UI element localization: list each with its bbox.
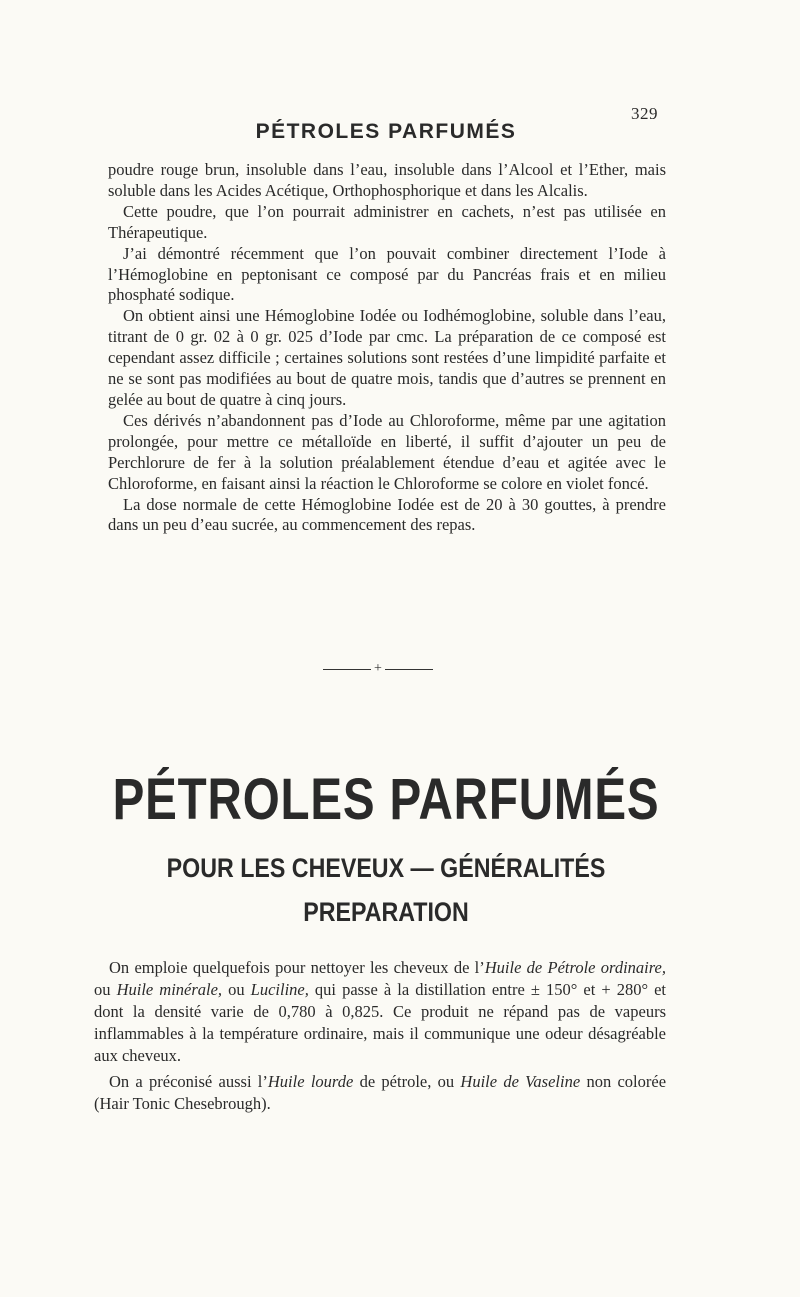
italic-term: Luciline, <box>250 980 309 999</box>
text-run: qui passe à la distillation entre ± 150° et + 280° et dont la densité varie de 0,780 à 0,825. Ce produit ne répand pas de vapeurs inflammables à la température ordinaire, mais il communique une odeur désagréable aux cheveux. <box>94 980 667 1065</box>
body-text <box>108 160 666 536</box>
paragraph <box>94 957 666 1067</box>
section-subtitle: POUR LES CHEVEUX — GÉNÉRALITÉS <box>166 853 606 883</box>
paragraph: poudre rouge brun, insoluble dans l’eau, insoluble dans l’Alcool et l’Ether, mais soluble dans les Acides Acétique, Orthophosphorique et dans les Alcalis. <box>108 160 666 200</box>
paragraph: On obtient ainsi une Hémoglobine Iodée ou Iodhémoglobine, soluble dans l’eau, titrant de 0 gr. 02 à 0 gr. 025 d’Iode par cmc. La préparation de ce composé est cependant assez difficile ; certaines solutions sont restées d’une limpidité parfaite et ne se sont pas modifiées au bout de quatre mois, tandis que d’autres se prennent en gelée au bout de quatre à cinq jours. <box>108 306 666 409</box>
paragraph <box>94 1071 666 1115</box>
section-title: PÉTROLES PARFUMÉS <box>112 767 660 832</box>
paragraph: Ces dérivés n’abandonnent pas d’Iode au Chloroforme, même par une agitation prolongée, pour mettre ce métalloïde en liberté, il suffit d’ajouter un peu de Perchlorure de fer à la solution préalablement étendue d’eau et agitée avec le Chloroforme, en faisant ainsi la réaction le Chloroforme se colore en violet foncé. <box>108 410 666 493</box>
text-run: ou <box>222 980 251 999</box>
text-run: de pétrole, ou <box>353 1072 461 1091</box>
section-subtitle-preparation: PREPARATION <box>303 897 469 927</box>
text-run: On emploie quelquefois pour nettoyer les cheveux de l’ <box>109 958 485 977</box>
separator-mark: + <box>374 661 382 676</box>
text-run: non colorée (Hair Tonic Chesebrough). <box>94 1072 667 1113</box>
paragraph: La dose normale de cette Hémoglobine Iodée est de 20 à 30 gouttes, à prendre dans un peu d’eau sucrée, au commencement des repas. <box>108 494 666 535</box>
page-number: 329 <box>631 104 658 123</box>
running-header: PÉTROLES PARFUMÉS <box>255 120 517 143</box>
section-text <box>94 957 666 1119</box>
separator-line <box>323 669 371 670</box>
section-separator <box>323 660 433 680</box>
italic-term: Huile minérale, <box>116 980 223 999</box>
separator-line <box>385 669 433 670</box>
text-run: On a préconisé aussi l’ <box>109 1072 268 1091</box>
paragraph: J’ai démontré récemment que l’on pouvait combiner directement l’Iode à l’Hémoglobine en peptonisant ce composé par du Pancréas frais et en milieu phosphaté sodique. <box>108 243 666 305</box>
paragraph: Cette poudre, que l’on pourrait administrer en cachets, n’est pas utilisée en Thérapeutique. <box>108 201 666 242</box>
italic-term: Huile de Vaseline <box>460 1072 581 1091</box>
italic-term: Huile lourde <box>267 1072 354 1091</box>
text-run: ou <box>94 980 117 999</box>
italic-term: Huile de Pétrole ordinaire, <box>484 958 666 977</box>
